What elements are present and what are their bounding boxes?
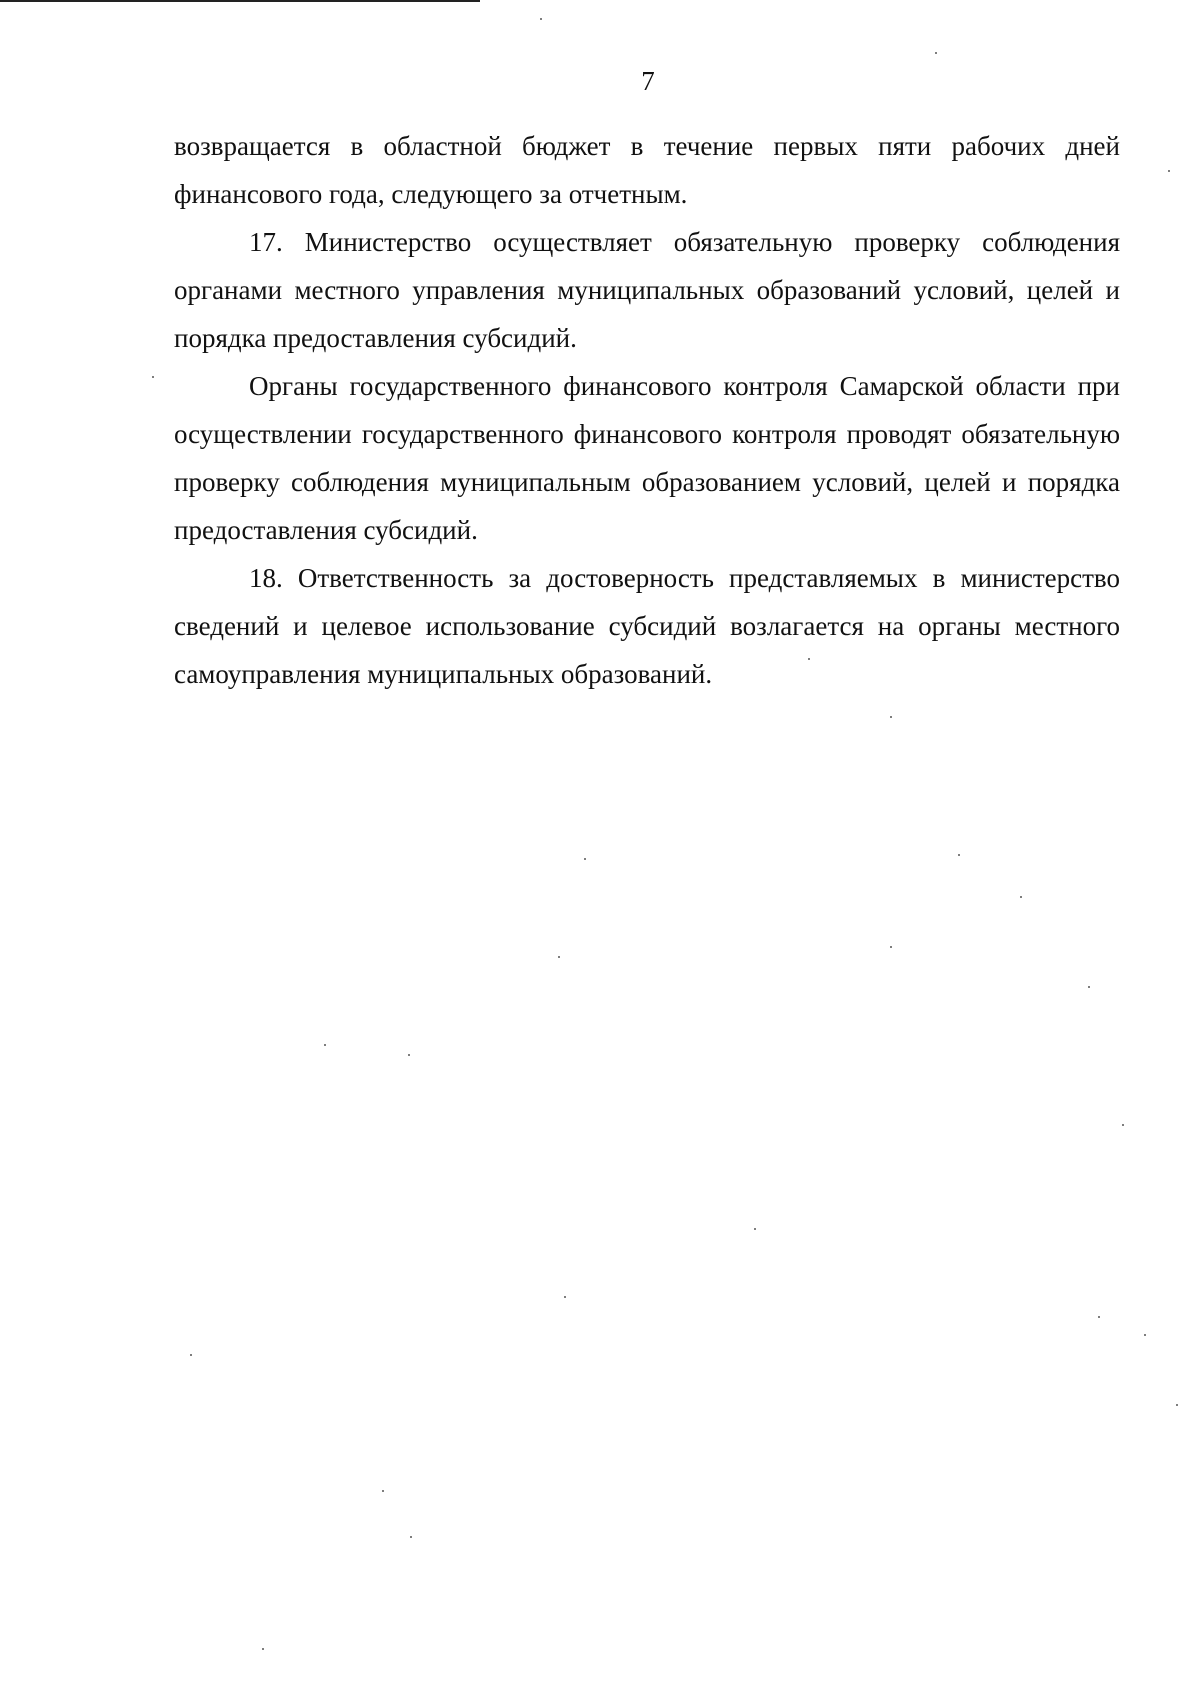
- scan-speck: [410, 1536, 412, 1538]
- scan-speck: [1176, 1404, 1178, 1406]
- scan-speck: [890, 946, 892, 948]
- scan-speck: [1098, 1316, 1100, 1318]
- scan-speck: [1122, 1124, 1124, 1126]
- paragraph-continuation: возвращается в областной бюджет в течение первых пяти рабочих дней финансового года, следующего за отчетным.: [174, 131, 1120, 209]
- scan-speck: [958, 854, 960, 856]
- scan-speck: [754, 1228, 756, 1230]
- scan-speck: [262, 1648, 264, 1650]
- top-edge-rule: [0, 0, 480, 2]
- scan-speck: [1168, 170, 1170, 172]
- paragraph-financial-control: Органы государственного финансового контроля Самарской области при осуществлении государственного финансового контроля проводят обязательную проверку соблюдения муниципальным образованием условий, целей и порядка предоставления субсидий.: [174, 371, 1120, 545]
- scan-speck: [540, 18, 542, 20]
- scan-speck: [152, 376, 154, 378]
- scan-speck: [324, 1044, 326, 1046]
- scan-speck: [808, 658, 810, 660]
- scan-speck: [584, 858, 586, 860]
- scan-speck: [1088, 986, 1090, 988]
- document-body: [174, 122, 1120, 698]
- scan-speck: [935, 52, 937, 54]
- scan-speck: [564, 1296, 566, 1298]
- scan-speck: [890, 716, 892, 718]
- scan-speck: [382, 1490, 384, 1492]
- scan-speck: [408, 1054, 410, 1056]
- scan-speck: [1020, 896, 1022, 898]
- paragraph-item-17: 17. Министерство осуществляет обязательную проверку соблюдения органами местного управления муниципальных образований условий, целей и порядка предоставления субсидий.: [174, 227, 1120, 353]
- page-number: 7: [641, 66, 655, 96]
- scan-speck: [1144, 1334, 1146, 1336]
- scan-speck: [558, 956, 560, 958]
- scan-speck: [190, 1354, 192, 1356]
- paragraph-item-18: 18. Ответственность за достоверность представляемых в министерство сведений и целевое использование субсидий возлагается на органы местного самоуправления муниципальных образований.: [174, 563, 1120, 689]
